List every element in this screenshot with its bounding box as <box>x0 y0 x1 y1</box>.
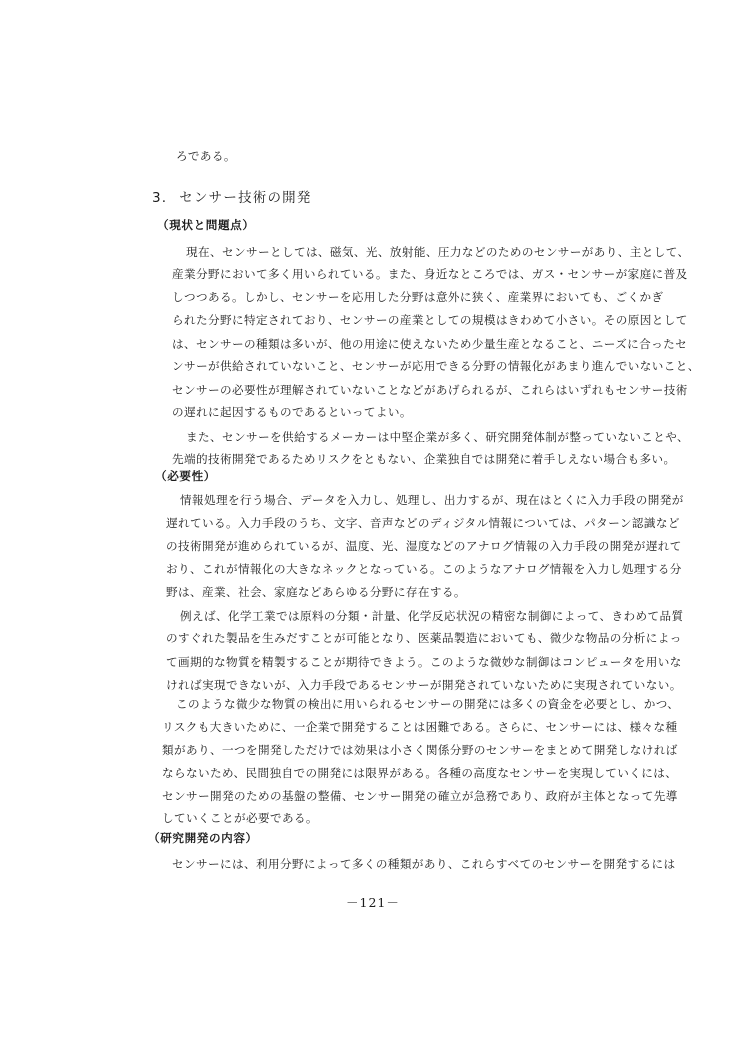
paragraph-line: 野は、産業、社会、家庭などあらゆる分野に存在する。 <box>166 585 466 599</box>
paragraph-line: ければ実現できないが、入力手段であるセンサーが開発されていないために実現されていない。 <box>166 678 682 692</box>
paragraph-line: 情報処理を行う場合、データを入力し、処理し、出力するが、現在はとくに入力手段の開発が <box>180 493 684 507</box>
page-number: －121－ <box>346 895 400 910</box>
paragraph-line: また、センサーを供給するメーカーは中堅企業が多く、研究開発体制が整っていないことや、 <box>186 430 690 444</box>
subsection-heading-status: （現状と問題点） <box>157 218 255 232</box>
subsection-heading-necessity: （必要性） <box>155 469 216 483</box>
section-number: 3. <box>152 190 168 206</box>
paragraph-line: センサー開発のための基盤の整備、センサー開発の確立が急務であり、政府が主体となって先導 <box>162 789 678 803</box>
paragraph-line: の技術開発が進められているが、温度、光、湿度などのアナログ情報の入力手段の開発が遅れて <box>166 539 682 553</box>
paragraph-line: センサーの必要性が理解されていないことなどがあげられるが、これらはいずれもセンサー技術 <box>172 383 688 397</box>
paragraph-line: ならないため、民間独自での開発には限界がある。各種の高度なセンサーを実現していくには、 <box>162 766 678 780</box>
paragraph-line: センサーには、利用分野によって多くの種類があり、これらすべてのセンサーを開発するには <box>172 857 676 871</box>
paragraph-line: のすぐれた製品を生みだすことが可能となり、医薬品製造においても、微少な物品の分析によっ <box>166 631 682 645</box>
paragraph-line: 先端的技術開発であるためリスクをともない、企業独自では開発に着手しえない場合も多い。 <box>172 452 676 466</box>
paragraph-line: していくことが必要である。 <box>162 811 318 825</box>
paragraph-line: ンサーが供給されていないこと、センサーが応用できる分野の情報化があまり進んでいないこと、 <box>172 359 700 373</box>
paragraph-line: 現在、センサーとしては、磁気、光、放射能、圧力などのためのセンサーがあり、主として、 <box>186 245 690 259</box>
paragraph-line: リスクも大きいために、一企業で開発することは困難である。さらに、センサーには、様々な種 <box>162 720 678 734</box>
paragraph-line: 類があり、一つを開発しただけでは効果は小さく関係分野のセンサーをまとめて開発しなければ <box>162 743 678 757</box>
paragraph-line: このような微少な物質の検出に用いられるセンサーの開発には多くの資金を必要とし、かつ、 <box>176 697 680 711</box>
subsection-heading-rd-content: （研究開発の内容） <box>148 831 258 845</box>
paragraph-line: て画期的な物質を精製することが期待できよう。このような微妙な制御はコンピュータを用いな <box>166 655 682 669</box>
paragraph-line: 産業分野において多く用いられている。また、身近なところでは、ガス・センサーが家庭に普及 <box>172 267 688 281</box>
section-title: センサー技術の開発 <box>179 190 312 206</box>
paragraph-line: られた分野に特定されており、センサーの産業としての規模はきわめて小さい。その原因として <box>172 313 688 327</box>
section-heading <box>152 186 312 206</box>
paragraph-line: の遅れに起因するものであるといってよい。 <box>172 405 412 419</box>
paragraph-line: 例えば、化学工業では原料の分類・計量、化学反応状況の精密な制御によって、きわめて品質 <box>180 609 684 623</box>
paragraph-line: おり、これが情報化の大きなネックとなっている。このようなアナログ情報を入力し処理する分 <box>166 562 682 576</box>
intro-line: ろである。 <box>176 149 236 163</box>
paragraph-line: は、センサーの種類は多いが、他の用途に使えないため少量生産となること、ニーズに合ったセ <box>172 337 688 351</box>
paragraph-line: しつつある。しかし、センサーを応用した分野は意外に狭く、産業界においても、ごくかぎ <box>172 290 664 304</box>
paragraph-line: 遅れている。入力手段のうち、文字、音声などのディジタル情報については、パターン認識など <box>166 516 680 530</box>
